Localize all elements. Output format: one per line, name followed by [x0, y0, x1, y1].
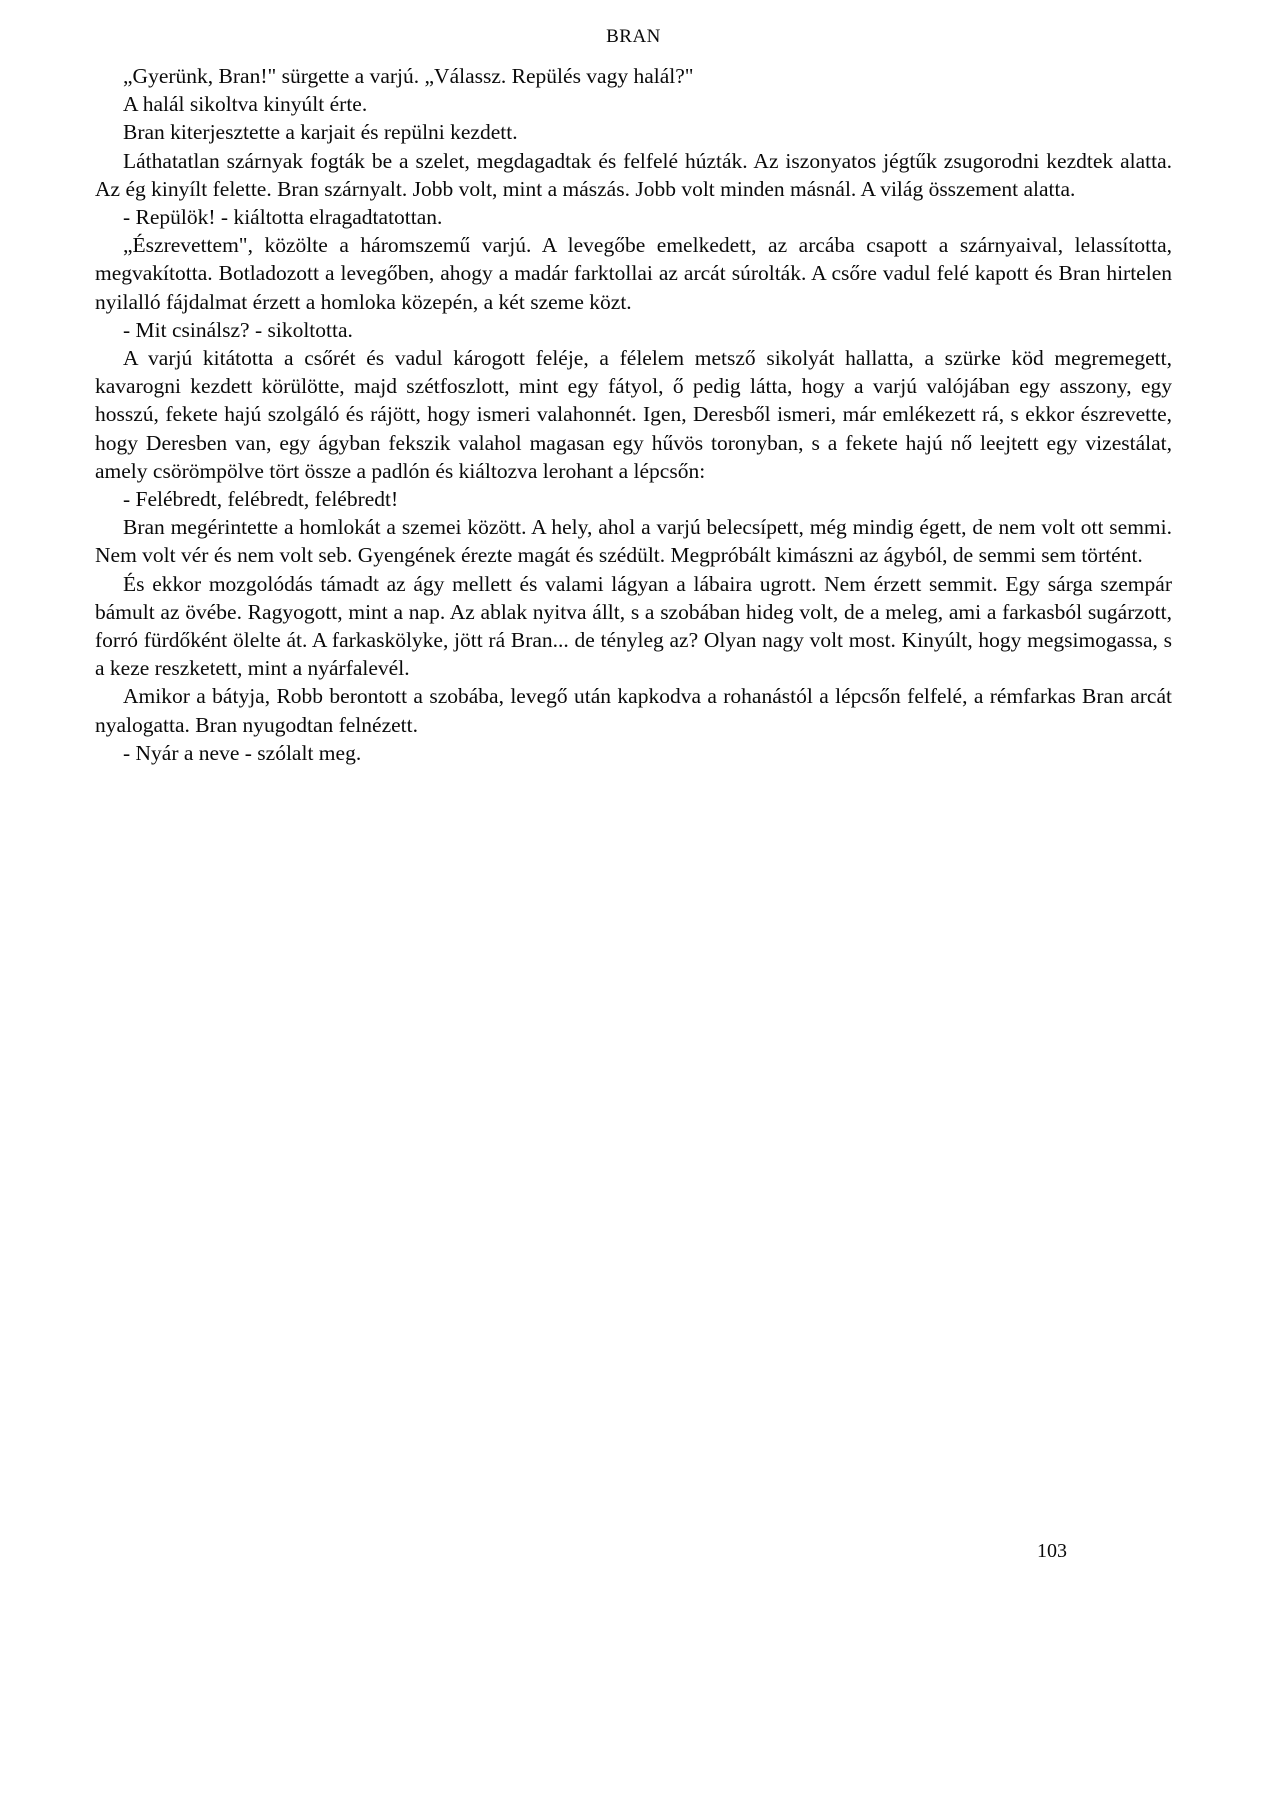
paragraph: A varjú kitátotta a csőrét és vadul károgott feléje, a félelem metsző sikolyát hallatta, a szürke köd megremegett, kavarogni kezdett körülötte, majd szétfoszlott, mint egy fátyol, ő pedig látta, hogy a varjú valójában egy asszony, egy hosszú, fekete hajú szolgáló és rájött, hogy ismeri valahonnét. Igen, Deresből ismeri, már emlékezett rá, s ekkor észrevette, hogy Deresben van, egy ágyban fekszik valahol magasan egy hűvös toronyban, s a fekete hajú nő leejtett egy vizestálat, amely csörömpölve tört össze a padlón és kiáltozva lerohant a lépcsőn:	[95, 346, 1172, 483]
paragraph: És ekkor mozgolódás támadt az ágy mellett és valami lágyan a lábaira ugrott. Nem érzett semmit. Egy sárga szempár bámult az övébe. Ragyogott, mint a nap. Az ablak nyitva állt, s a szobában hideg volt, de a meleg, ami a farkasból sugárzott, forró fürdőként ölelte át. A farkaskölyke, jött rá Bran... de tényleg az? Olyan nagy volt most. Kinyúlt, hogy megsimogassa, s a keze reszketett, mint a nyárfalevél.	[95, 571, 1172, 681]
paragraph: Amikor a bátyja, Robb berontott a szobába, levegő után kapkodva a rohanástól a lépcsőn felfelé, a rémfarkas Bran arcát nyalogatta. Bran nyugodtan felnézett.	[95, 684, 1172, 737]
paragraph: - Mit csinálsz? - sikoltotta.	[123, 317, 353, 342]
paragraph: „Észrevettem", közölte a háromszemű varjú. A levegőbe emelkedett, az arcába csapott a szárnyaival, lelassította, megvakította. Botladozott a levegőben, ahogy a madár farktollai az arcát súrolták. A csőre vadul felé kapott és Bran hirtelen nyilalló fájdalmat érzett a homloka közepén, a két szeme közt.	[95, 233, 1172, 314]
chapter-running-header: BRAN	[606, 26, 661, 47]
paragraph: Bran megérintette a homlokát a szemei között. A hely, ahol a varjú belecsípett, még mindig égett, de nem volt ott semmi. Nem volt vér és nem volt seb. Gyengének érezte magát és szédült. Megpróbált kimászni az ágyból, de semmi sem történt.	[95, 515, 1172, 568]
paragraph: A halál sikoltva kinyúlt érte.	[123, 92, 368, 117]
paragraph: Láthatatlan szárnyak fogták be a szelet, megdagadtak és felfelé húzták. Az iszonyatos jégtűk zsugorodni kezdtek alatta. Az ég kinyílt felette. Bran szárnyalt. Jobb volt, mint a mászás. Jobb volt minden másnál. A világ összement alatta.	[95, 148, 1172, 201]
paragraph: - Repülök! - kiáltotta elragadtatottan.	[123, 205, 443, 230]
page-body	[95, 62, 1172, 767]
paragraph: Bran kiterjesztette a karjait és repülni kezdett.	[123, 120, 518, 145]
paragraph: - Felébredt, felébredt, felébredt!	[123, 487, 399, 512]
page-number: 103	[1037, 1540, 1067, 1562]
paragraph: „Gyerünk, Bran!" sürgette a varjú. „Válassz. Repülés vagy halál?"	[123, 64, 694, 88]
paragraph: - Nyár a neve - szólalt meg.	[123, 740, 362, 765]
